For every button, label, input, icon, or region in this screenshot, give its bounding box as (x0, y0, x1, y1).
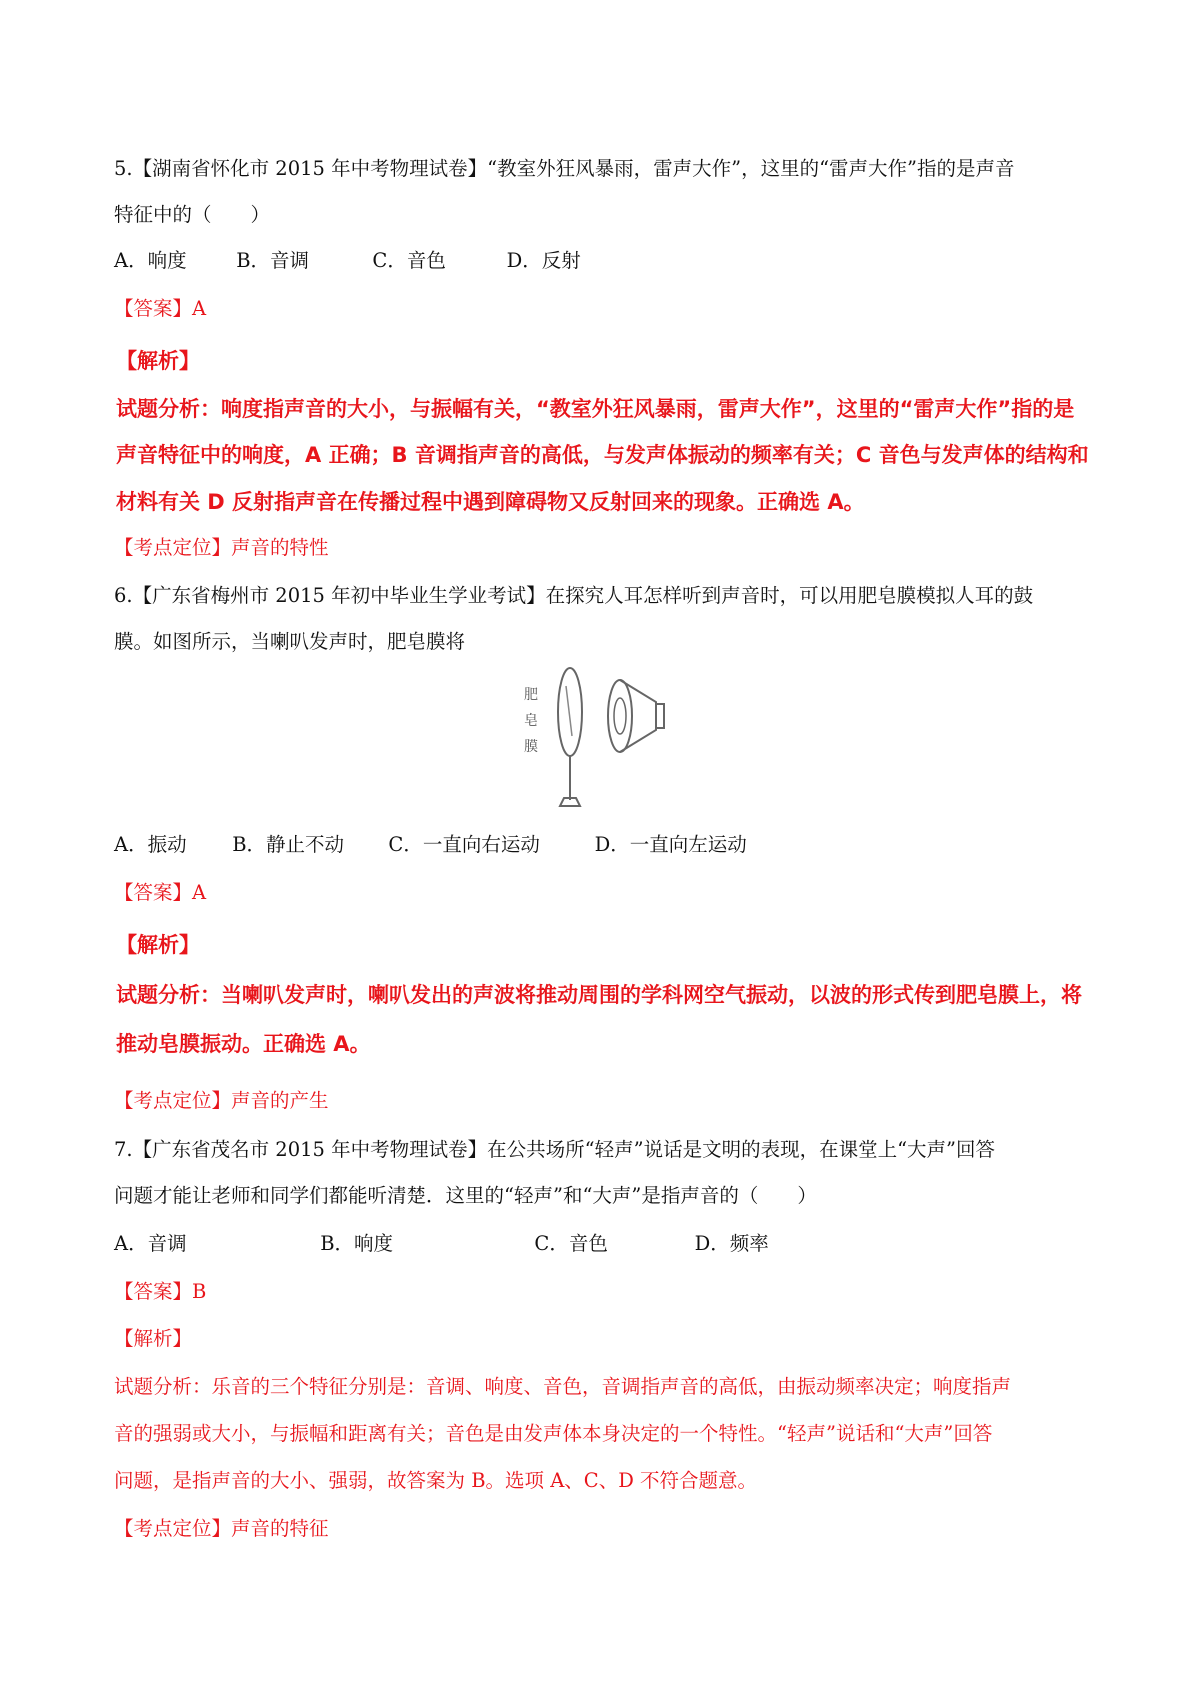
q6-answer-label: 【答案】 (114, 881, 193, 904)
q7-answer-value: B (192, 1280, 207, 1303)
q6-option-b: B．静止不动 (232, 833, 345, 856)
q7-point-value: 声音的特征 (231, 1517, 329, 1540)
q5-stem-line1: 5.【湖南省怀化市 2015 年中考物理试卷】“教室外狂风暴雨，雷声大作”，这里的“雷声大作”指的是声音 (114, 157, 1015, 180)
q5-option-c: C．音色 (372, 249, 446, 272)
q5-analysis-line1: 试题分析：响度指声音的大小，与振幅有关，“教室外狂风暴雨，雷声大作”，这里的“雷声大作”指的是 (116, 397, 1075, 421)
q5-point (114, 533, 329, 563)
q6-analysis-line2: 推动皂膜振动。正确选 A。 (116, 1032, 371, 1056)
q5-point-value: 声音的特性 (231, 536, 329, 559)
speaker-cone-inner (614, 698, 626, 734)
q6-answer-value: A (192, 881, 207, 904)
soap-film-speaker-figure (508, 666, 694, 816)
q7-analysis-label (114, 1324, 192, 1354)
q7-option-c: C．音色 (534, 1232, 608, 1255)
q6-stem-line2: 膜。如图所示，当喇叭发声时，肥皂膜将 (114, 630, 466, 653)
q6-stem-line1: 6.【广东省梅州市 2015 年初中毕业生学业考试】在探究人耳怎样听到声音时，可以用肥皂膜模拟人耳的鼓 (114, 584, 1034, 607)
q7-option-a: A．音调 (114, 1232, 187, 1255)
q5-option-d: D．反射 (506, 249, 581, 272)
q5-answer (114, 294, 206, 324)
q6-answer (114, 878, 206, 908)
q7-point-label: 【考点定位】 (114, 1517, 232, 1540)
q5-answer-value: A (192, 297, 207, 320)
q7-answer (114, 1277, 206, 1307)
q6-point-value: 声音的产生 (231, 1089, 329, 1112)
q6-option-d: D．一直向左运动 (594, 833, 747, 856)
q7-option-d: D．频率 (694, 1232, 769, 1255)
soap-film-sheen (566, 686, 572, 736)
q7-point (114, 1514, 329, 1544)
q5-analysis-line3: 材料有关 D 反射指声音在传播过程中遇到障碍物又反射回来的现象。正确选 A。 (116, 490, 865, 514)
q7-answer-label: 【答案】 (114, 1280, 193, 1303)
q7-analysis-line1: 试题分析：乐音的三个特征分别是：音调、响度、音色，音调指声音的高低，由振动频率决定；响度指声 (114, 1375, 1012, 1398)
soap-film-ring (558, 668, 582, 756)
q6-option-c: C．一直向右运动 (388, 833, 540, 856)
q7-option-b: B．响度 (320, 1232, 394, 1255)
q6-analysis-label: 【解析】 (116, 933, 200, 957)
q6-point-label: 【考点定位】 (114, 1089, 232, 1112)
q5-option-b: B．音调 (236, 249, 310, 272)
q5-options (114, 246, 581, 276)
q6-point (114, 1086, 329, 1116)
q5-answer-label: 【答案】 (114, 297, 193, 320)
speaker-magnet (656, 704, 664, 728)
q7-stem-line2: 问题才能让老师和同学们都能听清楚．这里的“轻声”和“大声”是指声音的（ ） (114, 1184, 817, 1207)
q5-analysis-line2: 声音特征中的响度，A 正确；B 音调指声音的高低，与发声体振动的频率有关；C 音色与发声体的结构和 (116, 443, 1089, 467)
q7-analysis-label-text: 【解析】 (114, 1327, 193, 1350)
figure-drawing (508, 666, 694, 816)
figure-label-char-3: 膜 (524, 739, 538, 755)
q6-options (114, 830, 747, 860)
q5-option-a: A．响度 (114, 249, 187, 272)
speaker-cone-rim (608, 680, 632, 752)
q7-stem-line1: 7.【广东省茂名市 2015 年中考物理试卷】在公共场所“轻声”说话是文明的表现，在课堂上“大声”回答 (114, 1138, 996, 1161)
figure-label-char-1: 肥 (524, 687, 538, 703)
q6-option-a: A．振动 (114, 833, 187, 856)
q7-analysis-line3: 问题，是指声音的大小、强弱，故答案为 B。选项 A、C、D 不符合题意。 (114, 1469, 758, 1492)
q5-stem-line2: 特征中的（ ） (114, 203, 271, 226)
q5-analysis-label: 【解析】 (116, 349, 200, 373)
figure-label-char-2: 皂 (524, 713, 538, 729)
q7-options (114, 1229, 769, 1259)
q5-point-label: 【考点定位】 (114, 536, 232, 559)
q6-analysis-line1: 试题分析：当喇叭发声时，喇叭发出的声波将推动周围的学科网空气振动，以波的形式传到肥皂膜上，将 (116, 983, 1082, 1007)
q7-analysis-line2: 音的强弱或大小，与振幅和距离有关；音色是由发声体本身决定的一个特性。“轻声”说话和“大声”回答 (114, 1422, 993, 1445)
